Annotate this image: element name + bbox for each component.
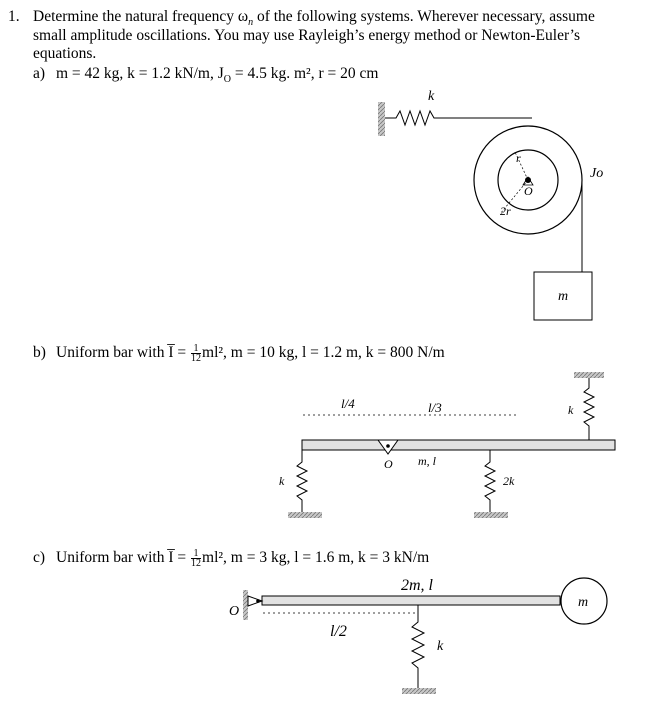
- figure-c: [229, 577, 607, 694]
- label-a-r: r: [516, 151, 521, 165]
- label-b-k-left: k: [279, 474, 285, 488]
- pivot-c: [248, 596, 262, 606]
- label-b-ml: m, l: [418, 454, 436, 468]
- part-b-fraction: $\frac{1}{12}$: [191, 343, 202, 364]
- part-b-label: b): [33, 344, 46, 361]
- label-a-Jo: Jo: [590, 166, 604, 181]
- wall-a: [378, 102, 385, 136]
- spring-b-left: [297, 450, 307, 512]
- spring-a: [385, 111, 532, 125]
- part-c-fraction: $\frac{1}{12}$: [191, 548, 202, 569]
- ground-b-middle: [474, 512, 508, 518]
- label-a-m: m: [558, 289, 569, 304]
- part-a-given: m = 42 kg, k = 1.2 kN/m, $J_O = 4.5$ kg. m², r = 20 cm: [56, 65, 379, 86]
- figure-b: [279, 372, 615, 518]
- pivot-c-wall: [243, 590, 248, 620]
- label-c-2ml: 2m, l: [401, 577, 433, 594]
- label-c-m: m: [578, 595, 589, 610]
- pivot-b-pin: [386, 444, 390, 448]
- bar-c: [262, 596, 560, 605]
- label-c-l2: l/2: [330, 623, 347, 640]
- ground-b-left: [288, 512, 322, 518]
- problem-intro-line3: equations.: [33, 45, 97, 62]
- label-b-l3: l/3: [428, 400, 442, 415]
- label-a-2r: 2r: [500, 204, 511, 218]
- figure-a: [378, 89, 603, 320]
- part-b-given: Uniform bar with I̅ = $\frac{1}{12}$ ml², m = 10 kg, l = 1.2 m, k = 800 N/m: [56, 343, 445, 364]
- problem-number: 1.: [8, 8, 20, 25]
- part-c-given: Uniform bar with I̅ = $\frac{1}{12}$ ml², m = 3 kg, l = 1.6 m, k = 3 kN/m: [56, 548, 430, 569]
- ceiling-b-right: [574, 372, 604, 378]
- label-a-O: O: [524, 184, 533, 198]
- bar-b: [302, 440, 615, 450]
- ground-c: [402, 688, 436, 694]
- spring-b-middle: [485, 450, 495, 512]
- label-b-2k: 2k: [503, 474, 515, 488]
- label-b-O: O: [384, 457, 393, 471]
- label-a-k: k: [428, 89, 435, 104]
- spring-b-right: [584, 378, 594, 440]
- part-a-label: a): [33, 65, 46, 82]
- spring-c: [412, 605, 424, 688]
- part-c-label: c): [33, 549, 46, 566]
- label-c-k: k: [437, 639, 444, 654]
- pivot-c-pin: [256, 599, 260, 603]
- label-b-k-right: k: [568, 403, 574, 417]
- label-c-O: O: [229, 604, 240, 619]
- problem-intro-line1: Determine the natural frequency $\omega_n$ of the following systems. Wherever necessary, assume: [33, 8, 595, 29]
- problem-intro-line2: small amplitude oscillations. You may use Rayleigh’s energy method or Newton-Euler’s: [33, 27, 581, 44]
- label-b-l4: l/4: [341, 396, 355, 411]
